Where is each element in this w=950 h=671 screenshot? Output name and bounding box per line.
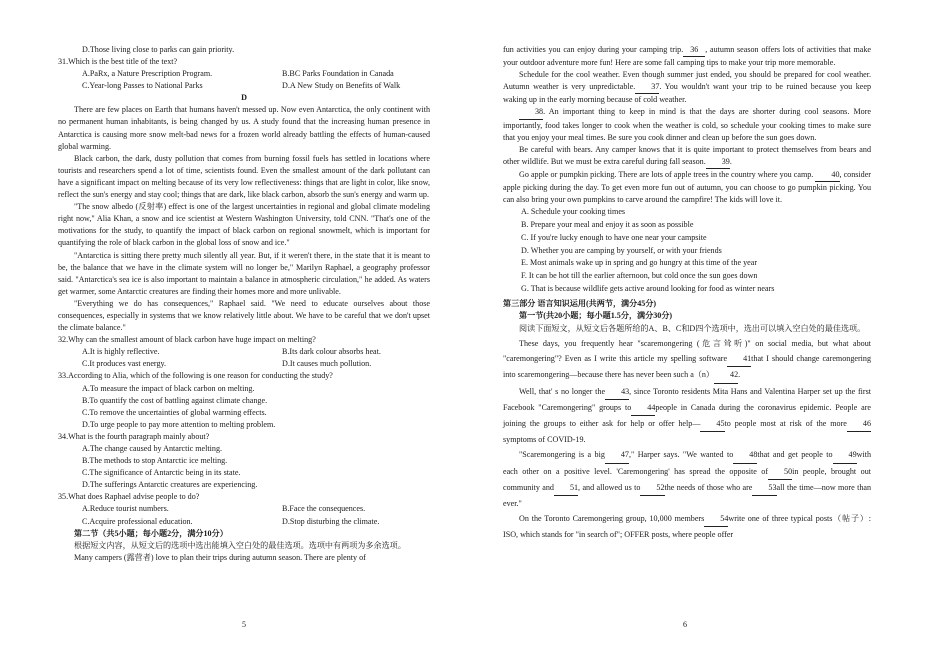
blank-43: 43 bbox=[605, 384, 629, 400]
blank-50: 50 bbox=[768, 464, 792, 480]
q35-options-cd bbox=[58, 516, 430, 528]
cloze-text: in people, brought out community and bbox=[503, 466, 871, 492]
q33-stem: 33.According to Alia, which of the following is one reason for conducting the study? bbox=[58, 371, 333, 381]
q34-option-d: D.The sufferings Antarctic creatures are experiencing. bbox=[82, 480, 258, 490]
option-g: G. That is because wildlife gets active around looking for food as winter nears bbox=[521, 284, 775, 293]
camping-paragraph-4 bbox=[503, 144, 871, 169]
blank-54: 54 bbox=[704, 511, 728, 527]
cloze-text: , since Toronto residents Mita Hans and Valentina Harper set up the first Facebook "Caremongering" groups to bbox=[503, 386, 872, 412]
cloze-text: that and get people to bbox=[757, 450, 833, 460]
passage-paragraph-1: There are few places on Earth that humans haven't messed up. Now even Antarctica, the only continent with no permanent human inhabitants, is being changed by us. A study found that the increasing human presence in Antarctica is causing more snow melt-bad news for a frozen world already battling the effects of human-caused global warming. bbox=[58, 105, 430, 151]
cloze-paragraph-3 bbox=[503, 447, 871, 511]
cloze-text: These days, you frequently hear "scaremongering (危言耸听)" on social media, but what about "caremongering"? Even as I write this article my spelling software bbox=[503, 338, 871, 364]
blank-49: 49 bbox=[833, 447, 857, 463]
camping-text: . bbox=[729, 156, 732, 166]
camping-text: , consider apple picking during the day. To get even more fun out of autumn, you can choose to go pumpkin picking. You can also bring your own pumpkins to carve around the campfire! The kids will love it. bbox=[503, 169, 871, 205]
q34-option-b: B.The methods to stop Antarctic ice melting. bbox=[82, 456, 228, 466]
q31-option-c: C.Year-long Passes to National Parks bbox=[82, 81, 203, 91]
section-1-heading: 第一节(共20小题；每小题1.5分，满分30分) bbox=[519, 310, 673, 320]
blank-51: 51 bbox=[554, 480, 578, 496]
cloze-text: all the time—now more than ever." bbox=[503, 482, 872, 509]
section-1-instruction: 阅读下面短文，从短文后各题所给的A、B、C和D四个选项中，选出可以填入空白处的最佳选项。 bbox=[519, 323, 866, 333]
q32-stem: 32.Why can the smallest amount of black carbon have huge impact on melting? bbox=[58, 335, 316, 345]
q34-option-a: A.The change caused by Antarctic melting. bbox=[82, 444, 223, 453]
cloze-text: ," Harper says. "We wanted to bbox=[628, 450, 734, 460]
q32-options-cd bbox=[58, 358, 430, 370]
blank-37: 37 bbox=[635, 81, 659, 94]
q33-option-b: B.To quantify the cost of battling against climate change. bbox=[82, 395, 268, 405]
q35-options-ab bbox=[58, 503, 430, 515]
q32-option-a: A.It is highly reflective. bbox=[82, 347, 160, 357]
page-number-left: 5 bbox=[242, 620, 246, 629]
cloze-text: "Scaremongering is a big bbox=[519, 450, 605, 460]
blank-42: 42 bbox=[714, 367, 738, 383]
blank-52: 52 bbox=[640, 480, 664, 496]
q32-options-ab bbox=[58, 346, 430, 358]
camping-text: , autumn season offers lots of activities that make your outdoor adventure more fun! Here are some fall camping tips to make your trip more memorable. bbox=[503, 45, 871, 68]
q33-option-c: C.To remove the uncertainties of global warming effects. bbox=[82, 407, 267, 417]
camping-text: . You wouldn't want your trip to be ruined because you keep waking up in the early morning because of cold weather. bbox=[503, 82, 871, 105]
passage-paragraph-2: Black carbon, the dark, dusty pollution that comes from burning fossil fuels has settled in locations where tourists and researchers spend a lot of time, scientists found. Even the smallest amount of the dark pollutant can have a significant impact on melting because of its very low reflectiveness: things that are light in color, like snow, reflect the sun's energy and stay cool; things that are dark, like black carbon, absorb the sun's energy and warm up. bbox=[58, 153, 430, 200]
blank-41: 41 bbox=[727, 351, 751, 367]
q35-option-c: C.Acquire professional education. bbox=[82, 516, 193, 526]
q31-options-ab bbox=[58, 68, 430, 80]
blank-44: 44 bbox=[631, 400, 655, 416]
page-6-column bbox=[503, 44, 871, 543]
blank-48: 48 bbox=[733, 447, 757, 463]
page-5-column bbox=[58, 44, 430, 564]
option-f: F. It can be hot till the earlier afternoon, but cold once the sun goes down bbox=[521, 271, 758, 281]
section-2-instruction: 根据短文内容，从短文后的选项中选出能填入空白处的最佳选项。选项中有两项为多余选项。 bbox=[74, 540, 406, 550]
cloze-paragraph-2 bbox=[503, 384, 871, 448]
cloze-text: write one of three typical posts（帖子）: ISO, which stands for "in search of"; OFFER posts, where people offer bbox=[503, 514, 871, 540]
q31-option-d: D.A New Study on Benefits of Walk bbox=[282, 81, 401, 91]
options-list bbox=[503, 206, 871, 296]
cloze-text: that I should change caremongering into scaremongering—because there has never been such a（n） bbox=[503, 354, 871, 380]
cloze-text: to people most at risk of the more bbox=[724, 419, 847, 428]
section-d-marker: D bbox=[241, 93, 247, 103]
passage-paragraph-3: "The snow albedo (反射率) effect is one of the largest uncertainties in regional and global climate modeling right now," Alia Khan, a snow and ice scientist at Western Washington University, told CNN. "That's one of the motivations for the study, to quantify the impact of black carbon on regional snowmelt, which is important for quantifying the role of black carbon in the global loss of snow and ice." bbox=[58, 202, 430, 248]
q31-stem: 31.Which is the best title of the text? bbox=[58, 57, 178, 67]
section-2-heading: 第二节（共5小题；每小题2分，满分10分） bbox=[74, 528, 228, 538]
camping-intro: Many campers (露营者) love to plan their trips during autumn season. There are plenty of bbox=[74, 552, 366, 562]
q34-option-c: C.The significance of Antarctic being in its state. bbox=[82, 468, 241, 478]
q31-options-cd bbox=[58, 80, 430, 92]
blank-53: 53 bbox=[752, 480, 776, 496]
blank-39: 39 bbox=[706, 156, 730, 169]
q30-option-d: D.Those living close to parks can gain priority. bbox=[82, 45, 235, 54]
blank-47: 47 bbox=[605, 447, 629, 463]
camping-text: fun activities you can enjoy during your camping trip. bbox=[503, 45, 684, 54]
blank-40: 40 bbox=[815, 169, 839, 182]
q32-option-c: C.It produces vast energy. bbox=[82, 359, 167, 369]
passage-paragraph-5: "Everything we do has consequences," Raphael said. "We need to educate ourselves about those consequences, especially in systems that we know relatively little about. We have to be careful that we don't upset the climate balance." bbox=[58, 298, 430, 333]
q35-option-b: B.Face the consequences. bbox=[282, 504, 366, 514]
camping-text: . An important thing to keep in mind is that the days are shorter during cool seasons. More importantly, food takes longer to cook when the weather is cold, so schedule your cooking times to make sure that you enjoy your meal times. Be sure you cook dinner and clean up before the sun goes down. bbox=[503, 107, 871, 142]
option-a: A. Schedule your cooking times bbox=[521, 207, 626, 217]
camping-text: Go apple or pumpkin picking. There are lots of apple trees in the country where you camp. bbox=[519, 169, 814, 179]
part-3-heading: 第三部分 语言知识运用(共两节，满分45分) bbox=[503, 298, 657, 308]
q31-option-a: A.PaRx, a Nature Prescription Program. bbox=[82, 69, 213, 79]
camping-text: Be careful with bears. Any camper knows that it is quite important to protect themselves from bears and other wildlife. But we must be extra careful during fall season. bbox=[503, 144, 871, 166]
camping-text: Schedule for the cool weather. Even though summer just ended, you should be prepared for cool weather. Autumn weather is very unpredictable. bbox=[503, 70, 871, 92]
q33-option-d: D.To urge people to pay more attention to melting problem. bbox=[82, 419, 276, 429]
blank-36: 36 bbox=[683, 44, 705, 57]
cloze-paragraph-1 bbox=[503, 336, 871, 384]
cloze-text: with each other on a positive level. 'Caremongering' has spread the opposite of bbox=[503, 450, 872, 476]
q32-option-d: D.It causes much pollution. bbox=[282, 359, 372, 369]
cloze-text: . bbox=[738, 370, 741, 380]
q34-stem: 34.What is the fourth paragraph mainly about? bbox=[58, 431, 210, 441]
q35-stem: 35.What does Raphael advise people to do? bbox=[58, 492, 200, 502]
option-d: D. Whether you are camping by yourself, or with your friends bbox=[521, 245, 722, 255]
option-b: B. Prepare your meal and enjoy it as soon as possible bbox=[521, 220, 694, 230]
page-number-right: 6 bbox=[683, 620, 687, 629]
q31-option-b: B.BC Parks Foundation in Canada bbox=[282, 69, 394, 79]
option-c: C. If you're lucky enough to have one near your campsite bbox=[521, 232, 707, 242]
camping-paragraph-1 bbox=[503, 44, 871, 69]
q35-option-d: D.Stop disturbing the climate. bbox=[282, 516, 380, 526]
passage-paragraph-4: "Antarctica is sitting there pretty much silently all year. But, if it weren't there, in the state that it is meant to be, the balance that we have in the climate system will no longer be," Marilyn Raphael, a geography professor said. "Antarctica's sea ice is also important to maintain a balance in atmospheric circulation," he added. As waters get warmer, some Antarctic creatures are finding their homes more and more unlivable. bbox=[58, 250, 430, 296]
camping-paragraph-5 bbox=[503, 169, 871, 206]
option-e: E. Most animals wake up in spring and go hungry at this time of the year bbox=[521, 258, 758, 268]
cloze-text: people in Canada during the coronavirus epidemic. People are joining the groups to either ask for help or offer help— bbox=[503, 402, 871, 428]
q35-option-a: A.Reduce tourist numbers. bbox=[82, 504, 169, 514]
q32-option-b: B.Its dark colour absorbs heat. bbox=[282, 347, 381, 357]
cloze-paragraph-4 bbox=[503, 511, 871, 542]
q33-option-a: A.To measure the impact of black carbon on melting. bbox=[82, 383, 255, 393]
camping-paragraph-3 bbox=[503, 106, 871, 143]
cloze-text: symptoms of COVID-19. bbox=[503, 435, 586, 445]
cloze-text: the needs of those who are bbox=[664, 482, 753, 492]
cloze-text: On the Toronto Caremongering group, 10,000 members bbox=[519, 514, 705, 524]
cloze-text: , and allowed us to bbox=[578, 482, 641, 492]
camping-paragraph-2 bbox=[503, 69, 871, 106]
blank-45: 45 bbox=[700, 416, 724, 432]
blank-38: 38 bbox=[519, 106, 543, 119]
blank-46: 46 bbox=[847, 416, 871, 432]
cloze-text: Well, that' s no longer the bbox=[519, 386, 606, 396]
